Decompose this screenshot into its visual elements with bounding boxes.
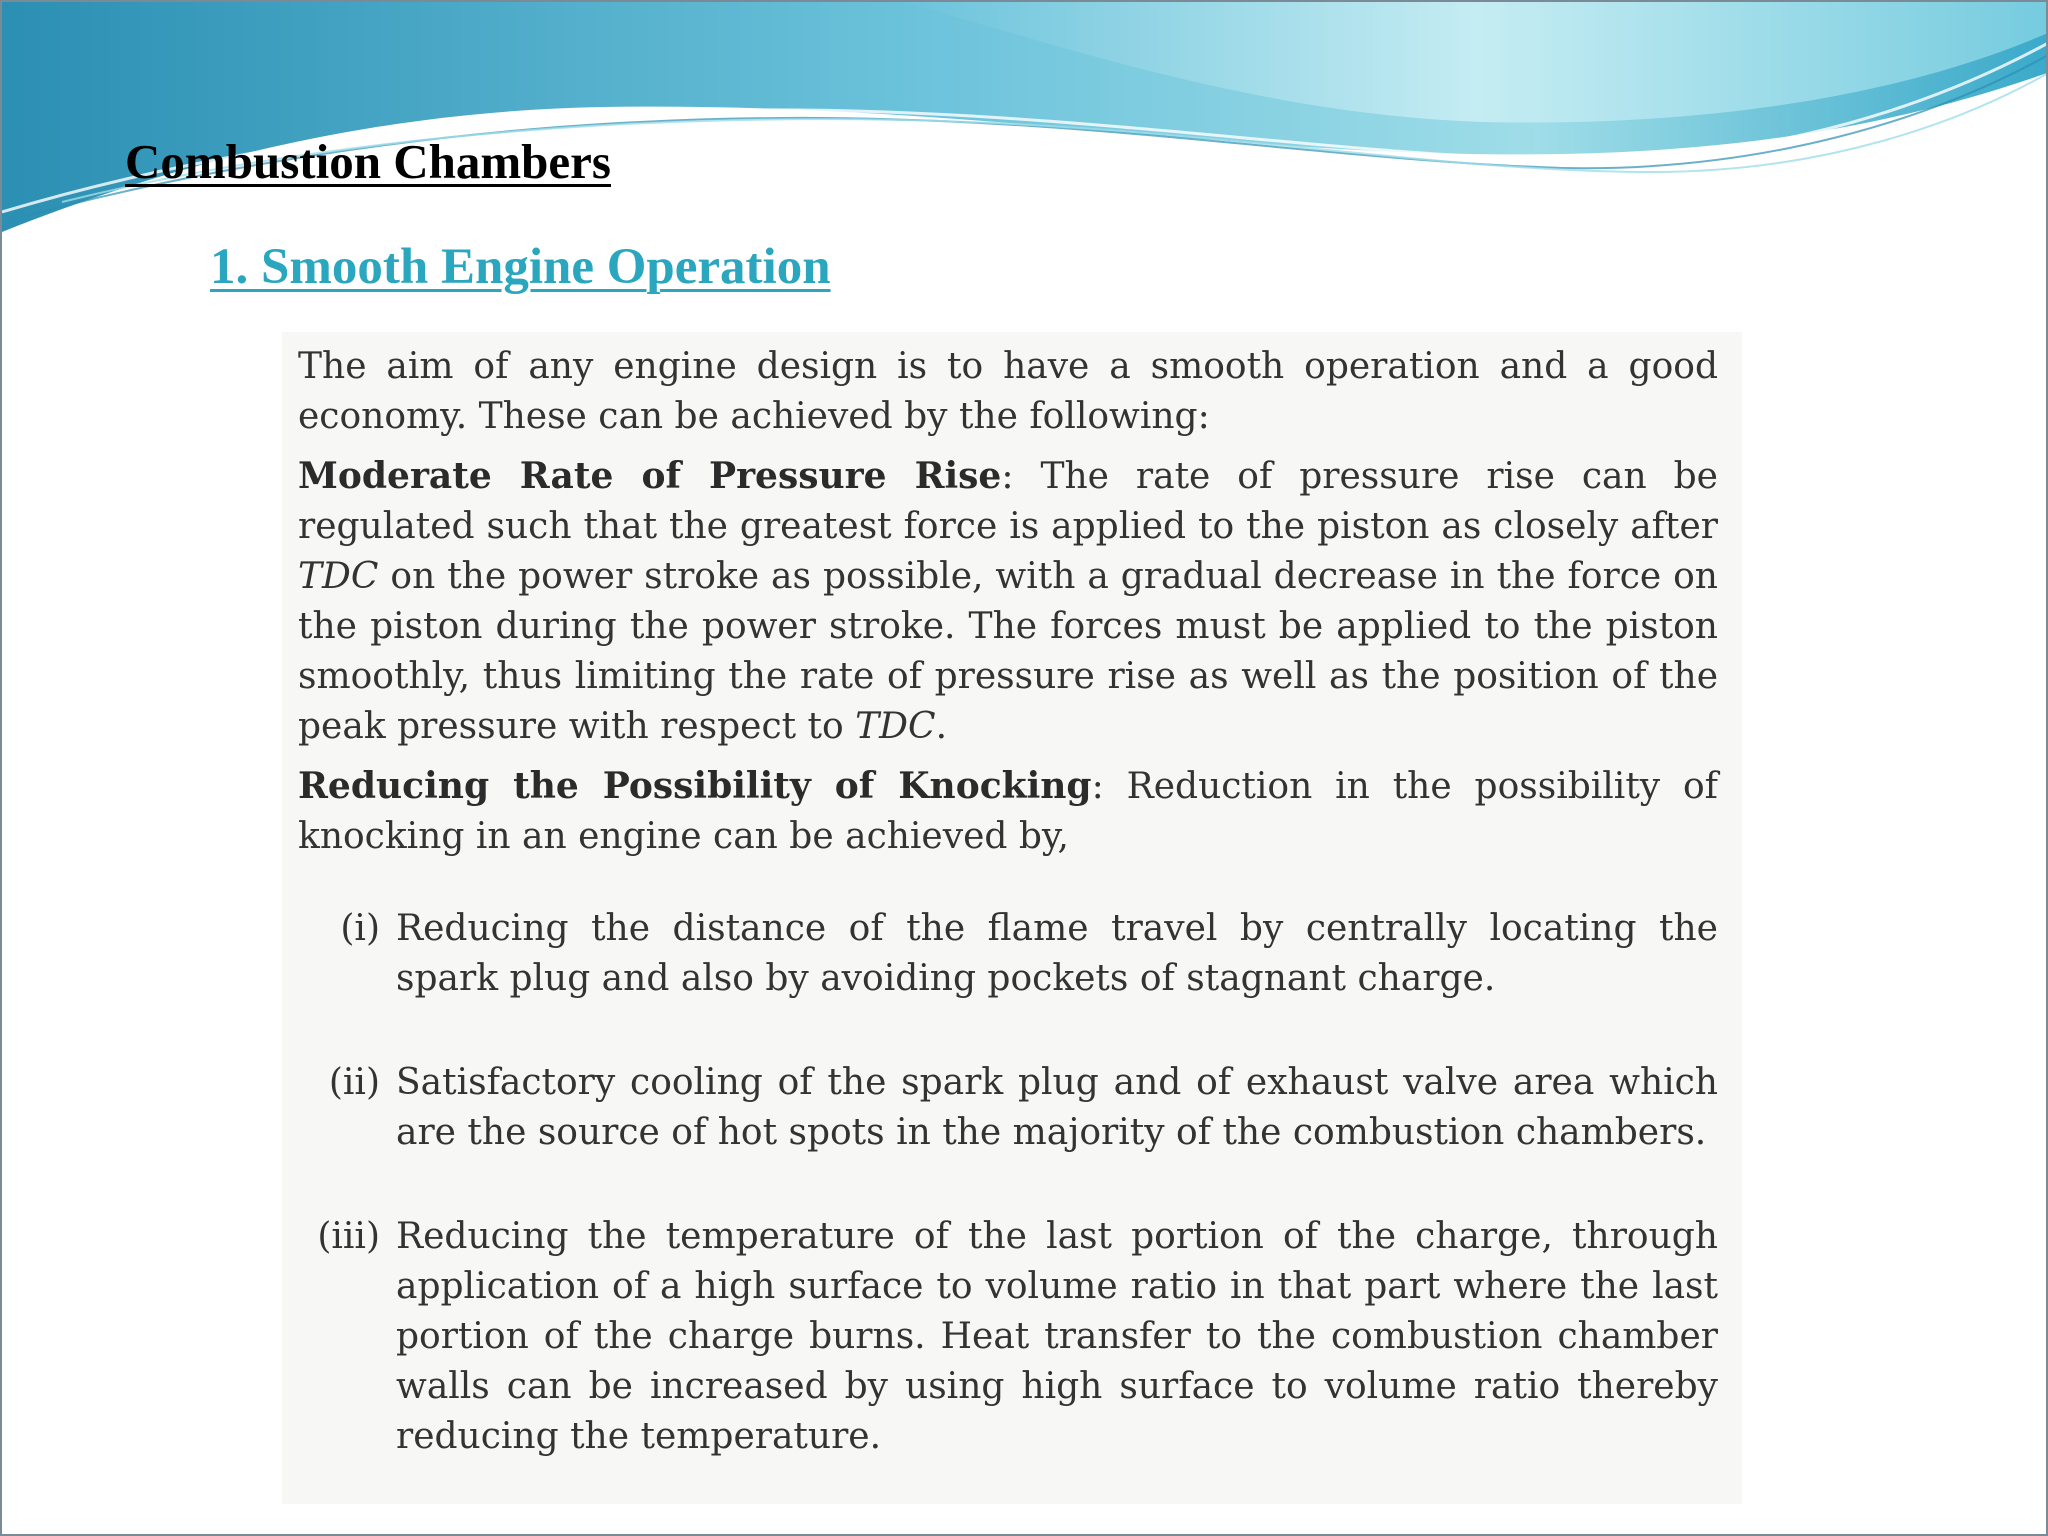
knocking-paragraph: Reducing the Possibility of Knocking: Reduction in the possibility of knocking in an engine can be achieved by, [298,765,1718,857]
knocking-measures-list [298,904,1718,1462]
list-item [298,904,1718,1004]
pressure-rise-paragraph: Moderate Rate of Pressure Rise: The rate of pressure rise can be regulated such that the greatest force is applied to the piston as closely after TDC on the power stroke as possible, with a gradual decrease in the force on the piston during the power stroke. The forces must be applied to the piston smoothly, thus limiting the rate of pressure rise as well as the position of the peak pressure with respect to TDC. [298,455,1718,747]
pressure-rise-heading: Moderate Rate of Pressure Rise [298,455,1002,497]
pressure-rise-text-2: on the power stroke as possible, with a gradual decrease in the force on the piston during the power stroke. The forces must be applied to the piston smoothly, thus limiting the rate of pressure rise as well as the position of the peak pressure with respect to [298,556,1718,747]
pressure-rise-text-1: The rate of pressure rise can be regulated such that the greatest force is applied to the piston as closely after [298,456,1718,547]
pressure-rise-end: . [935,706,948,747]
knocking-heading: Reducing the Possibility of Knocking [298,765,1092,807]
scanned-text-excerpt [282,332,1742,1504]
slide-title: Combustion Chambers [125,134,611,189]
list-item-text: Reducing the temperature of the last portion of the charge, through application of a high surface to volume ratio in that part where the last portion of the charge burns. Heat transfer to the combustion chamber walls can be increased by using high surface to volume ratio thereby reducing the temperature. [396,1216,1718,1457]
list-item-text: Satisfactory cooling of the spark plug and of exhaust valve area which are the source of hot spots in the majority of the combustion chambers. [396,1062,1718,1153]
list-item-text: Reducing the distance of the flame travel by centrally locating the spark plug and also by avoiding pockets of stagnant charge. [396,908,1718,999]
list-item [298,1212,1718,1462]
list-item-number: (ii) [328,1062,380,1103]
tdc-term: TDC [298,556,379,597]
knocking-text: Reduction in the possibility of knocking in an engine can be achieved by, [298,766,1718,857]
tdc-term: TDC [855,706,936,747]
slide-subtitle: 1. Smooth Engine Operation [210,239,831,295]
list-item-number: (i) [340,908,380,949]
list-item-number: (iii) [317,1216,380,1257]
decorative-wave-banner [2,2,2048,242]
intro-paragraph: The aim of any engine design is to have a smooth operation and a good economy. These can be achieved by the following: [298,346,1718,437]
list-item [298,1058,1718,1158]
